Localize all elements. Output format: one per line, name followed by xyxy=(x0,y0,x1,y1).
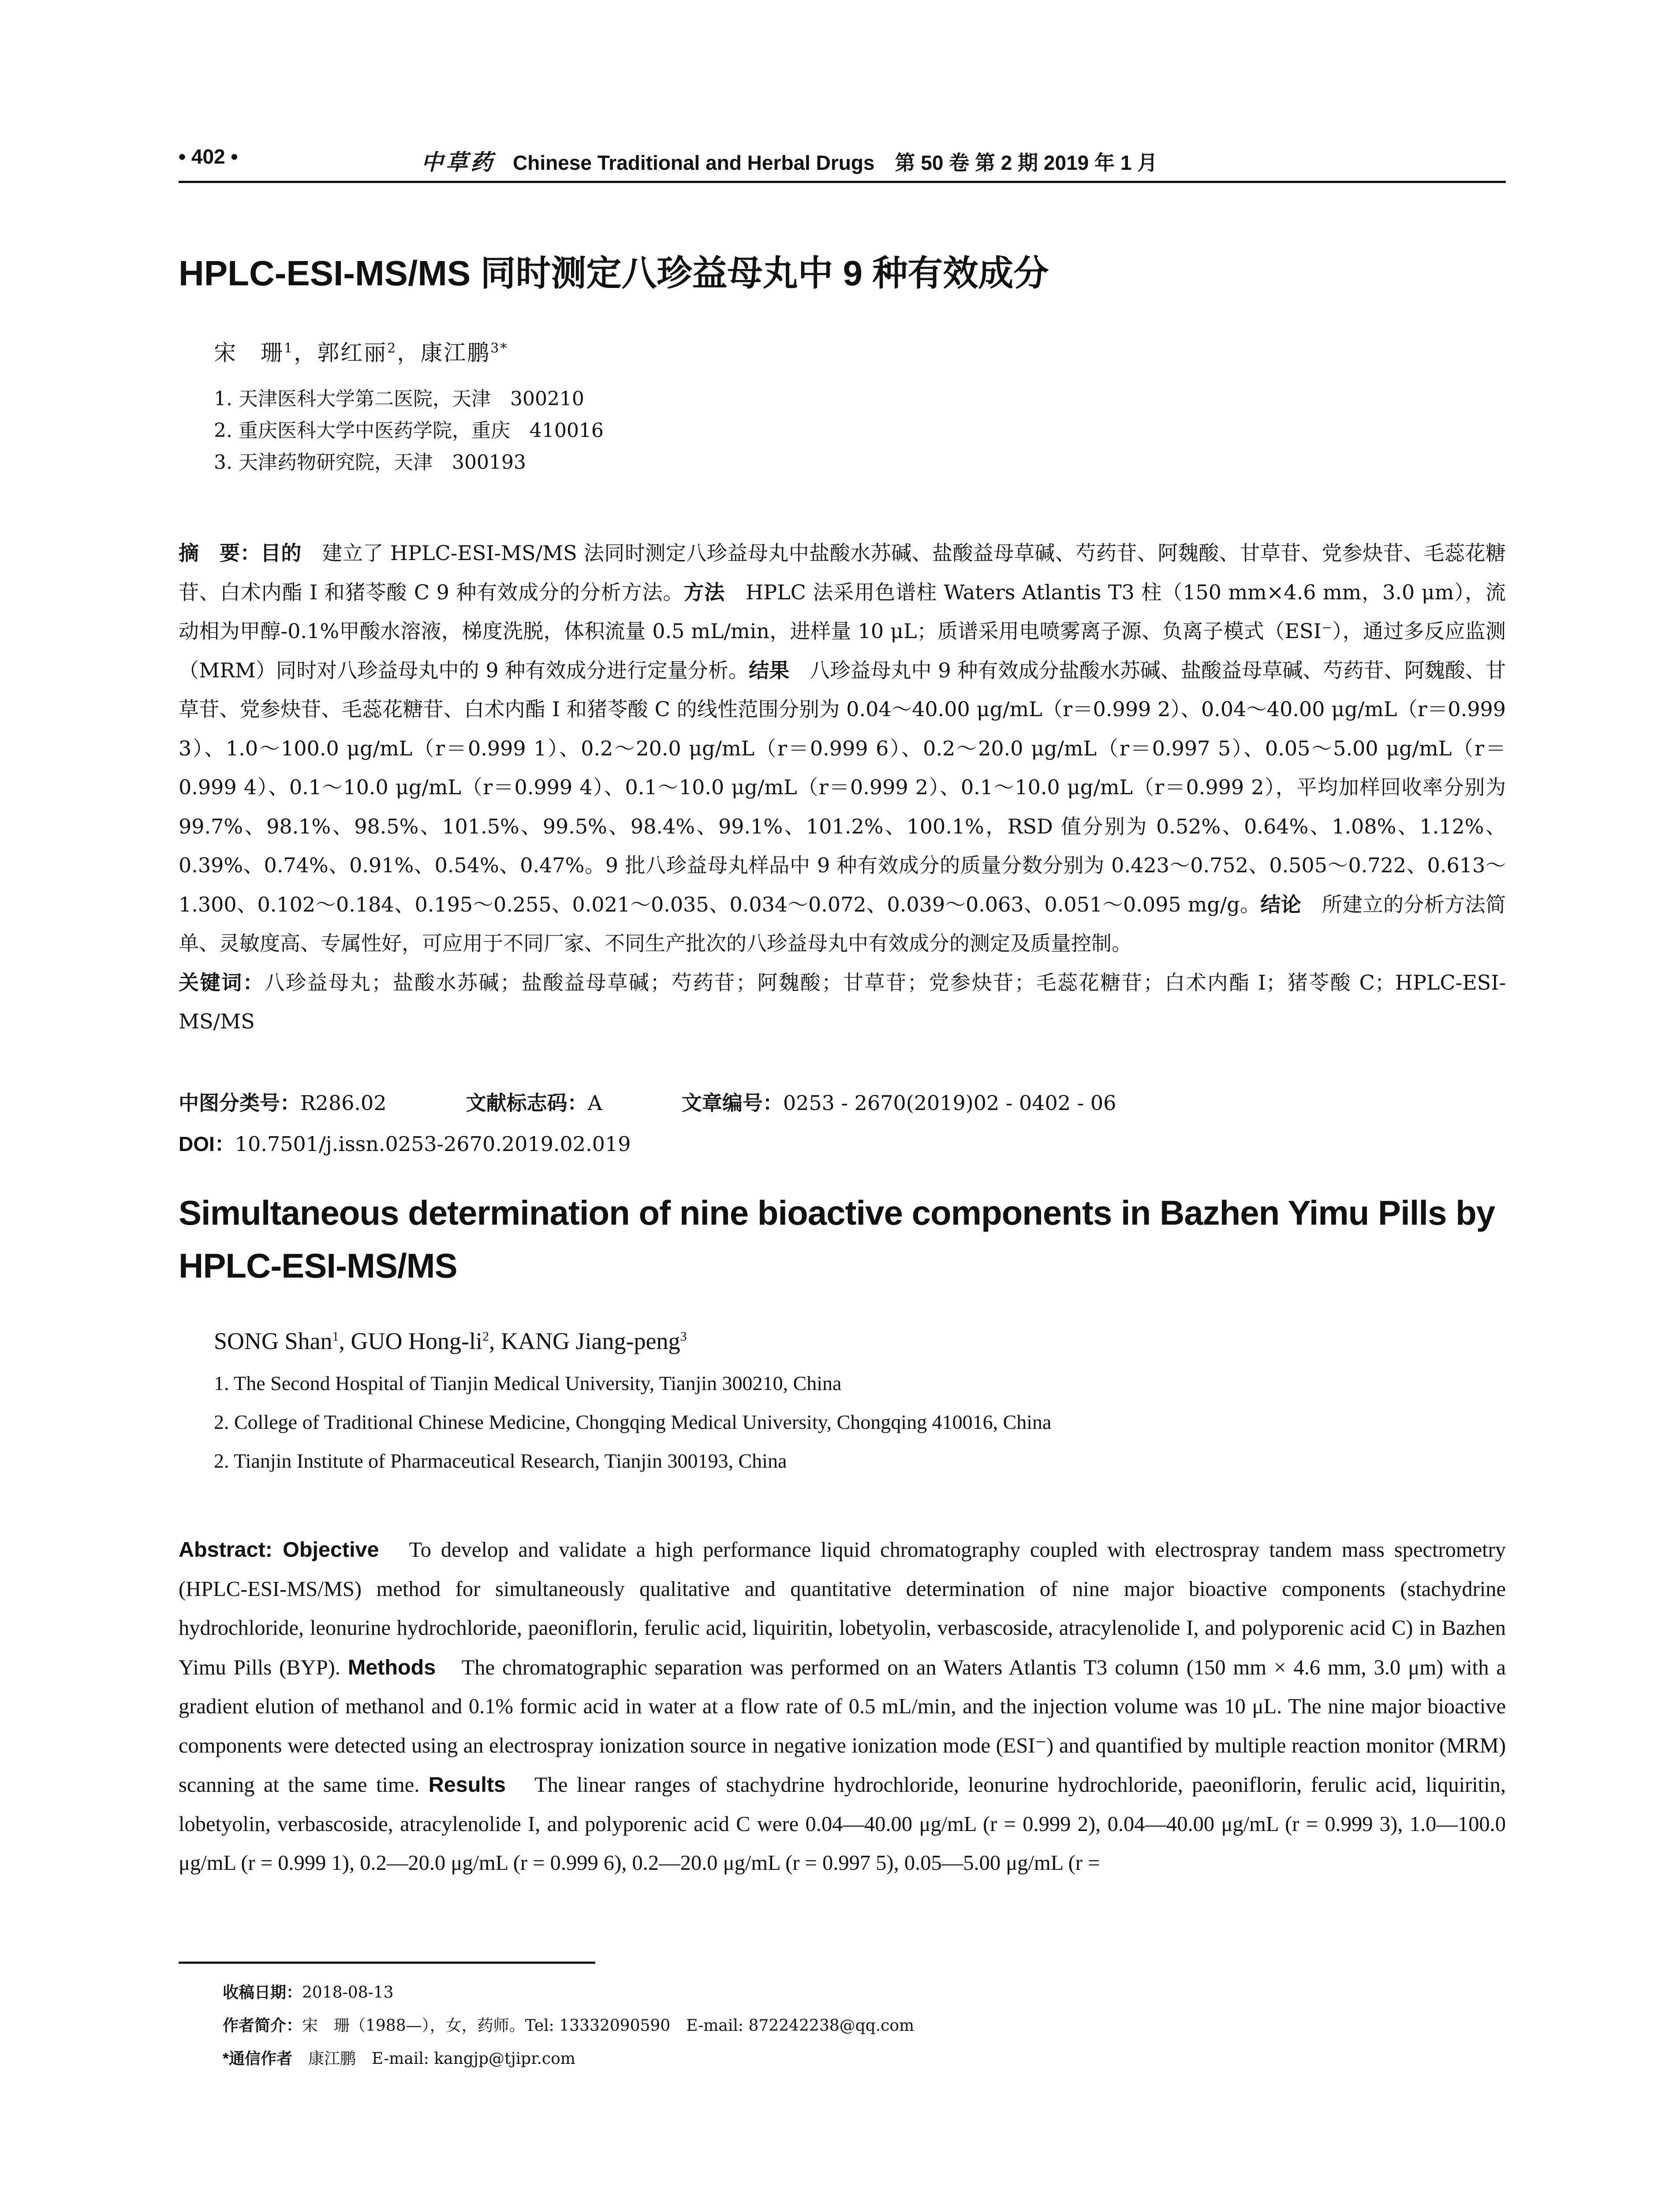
received-value: 2018-08-13 xyxy=(302,1984,394,2002)
affiliation-en-3: 2. Tianjin Institute of Pharmaceutical Research, Tianjin 300193, China xyxy=(214,1450,787,1472)
clc-label: 中图分类号： xyxy=(179,1091,300,1114)
objective-text: To develop and validate a high performance liquid chromatography coupled with electrospray tandem mass spectrometry (HPLC-ESI-MS/MS) method for simultaneously qualitative and quantitative determination of nine major bioactive components (stachydrine hydrochloride, leonurine hydrochloride, paeoniflorin, ferulic acid, liquiritin, lobetyolin, verbascoside, atracylenolide I, and polyporenic acid C) in Bazhen Yimu Pills (BYP). xyxy=(179,1538,1506,1679)
abstract-chinese xyxy=(179,534,1506,1041)
affiliation-en-1: 1. The Second Hospital of Tianjin Medical University, Tianjin 300210, China xyxy=(214,1372,842,1394)
author-affil-mark: 2 xyxy=(482,1329,489,1344)
keywords-text: 八珍益母丸；盐酸水苏碱；盐酸益母草碱；芍药苷；阿魏酸；甘草苷；党参炔苷；毛蕊花糖苷；白术内酯 I；猪苓酸 C；HPLC-ESI-MS/MS xyxy=(179,970,1506,1033)
results-text: 八珍益母丸中 9 种有效成分盐酸水苏碱、盐酸益母草碱、芍药苷、阿魏酸、甘草苷、党参炔苷、毛蕊花糖苷、白术内酯 I 和猪苓酸 C 的线性范围分别为 0.04～40.00 μg/mL（r＝0.999 2）、0.04～40.00 μg/mL（r＝0.999 3）、1.0～100.0 μg/mL（r＝0.999 1）、0.2～20.0 μg/mL（r＝0.999 6）、0.2～20.0 μg/mL（r＝0.997 5）、0.05～5.00 μg/mL（r＝0.999 4）、0.1～10.0 μg/mL（r＝0.999 4）、0.1～10.0 μg/mL（r＝0.999 2）、0.1～10.0 μg/mL（r＝0.999 2），平均加样回收率分别为 99.7%、98.1%、98.5%、101.5%、99.5%、98.4%、99.1%、101.2%、100.1%，RSD 值分别为 0.52%、0.64%、1.08%、1.12%、0.39%、0.74%、0.91%、0.54%、0.47%。9 批八珍益母丸样品中 9 种有效成分的质量分数分别为 0.423～0.752、0.505～0.722、0.613～1.300、0.102～0.184、0.195～0.255、0.021～0.035、0.034～0.072、0.039～0.063、0.051～0.095 mg/g。 xyxy=(179,658,1506,916)
results-text: The linear ranges of stachydrine hydrochloride, leonurine hydrochloride, paeoniflorin, ferulic acid, liquiritin, lobetyolin, verbascoside, atracylenolide I, and polyporenic acid C were 0.04—40.00 μg/mL (r = 0.999 2), 0.04—40.00 μg/mL (r = 0.999 3), 1.0—100.0 μg/mL (r = 0.999 1), 0.2—20.0 μg/mL (r = 0.999 6), 0.2—20.0 μg/mL (r = 0.997 5), 0.05—5.00 μg/mL (r = xyxy=(179,1773,1506,1875)
author-name: SONG Shan xyxy=(214,1328,332,1354)
affiliation-cn-3: 3. 天津药物研究院，天津 300193 xyxy=(214,451,526,474)
corr-value: 康江鹏 E-mail: kangjp@tjipr.com xyxy=(292,2050,575,2068)
footnote-received xyxy=(223,1980,394,2003)
author-affil-mark: 2 xyxy=(387,340,397,356)
doc-code-label: 文献标志码： xyxy=(466,1091,588,1114)
article-no-label: 文章编号： xyxy=(681,1091,783,1114)
received-label: 收稿日期： xyxy=(223,1983,302,2001)
methods-text: The chromatographic separation was performed on an Waters Atlantis T3 column (150 mm × 4.6 mm, 3.0 μm) with a gradient elution of methanol and 0.1% formic acid in water at a flow rate of 0.5 mL/min, and the injection volume was 10 μL. The nine major bioactive components were detected using an electrospray ionization source in negative ionization mode (ESI⁻) and quantified by multiple reaction monitor (MRM) scanning at the same time. xyxy=(179,1656,1506,1797)
title-chinese: HPLC-ESI-MS/MS 同时测定八珍益母丸中 9 种有效成分 xyxy=(179,254,1049,293)
bio-label: 作者简介： xyxy=(223,2016,302,2034)
authors-english: SONG Shan$^1$, GUO Hong-$li^2$, KANG Jiang-peng$^3$ xyxy=(214,1328,687,1354)
page-number: • 402 • xyxy=(179,145,238,168)
affiliation-cn-1: 1. 天津医科大学第二医院，天津 300210 xyxy=(214,388,584,410)
doi-value: 10.7501/j.issn.0253-2670.2019.02.019 xyxy=(235,1132,631,1156)
doc-code-value: A xyxy=(587,1091,602,1115)
footnote-rule xyxy=(179,1962,595,1964)
author-affil-mark: 3 xyxy=(680,1329,687,1344)
objective-text: 建立了 HPLC-ESI-MS/MS 法同时测定八珍益母丸中盐酸水苏碱、盐酸益母草碱、芍药苷、阿魏酸、甘草苷、党参炔苷、毛蕊花糖苷、白术内酯 I 和猪苓酸 C 9 种有效成分的分析方法。 xyxy=(179,541,1506,604)
results-label: Results xyxy=(428,1773,506,1797)
conclusion-label: 结论 xyxy=(1260,893,1302,916)
author-affil-mark: 3* xyxy=(490,340,508,356)
methods-label: Methods xyxy=(347,1655,436,1679)
journal-title xyxy=(421,145,1157,176)
author-name: KANG Jiang-peng xyxy=(501,1328,680,1354)
keywords-label: 关键词： xyxy=(179,971,265,994)
bio-value: 宋 珊（1988—），女，药师。Tel: 13332090590 E-mail: 872242238@qq.com xyxy=(302,2017,915,2035)
abstract-label: Abstract: xyxy=(179,1538,283,1562)
doi-label: DOI： xyxy=(179,1132,235,1155)
author-name: GUO Hong-li xyxy=(351,1328,483,1354)
author-affil-mark: 1 xyxy=(284,340,294,356)
abstract-label: 摘 要： xyxy=(179,542,261,564)
paper-page xyxy=(179,0,1506,2205)
clc-value: R286.02 xyxy=(300,1091,387,1115)
abstract-english xyxy=(179,1530,1506,1883)
author-name: 康江鹏 xyxy=(420,340,491,366)
author-affil-mark: 1 xyxy=(332,1329,339,1344)
objective-label: Objective xyxy=(283,1538,379,1562)
conclusion-text: 所建立的分析方法简单、灵敏度高、专属性好，可应用于不同厂家、不同生产批次的八珍益母丸中有效成分的测定及质量控制。 xyxy=(179,892,1506,955)
journal-logo: 中草药 xyxy=(421,149,495,175)
author-name: 郭红丽 xyxy=(317,340,388,366)
authors-chinese: 宋 珊$^1$，郭红丽$^2$，康江鹏$^{3*}$ xyxy=(214,340,508,366)
footnote-corresponding xyxy=(223,2046,575,2069)
doi-line xyxy=(179,1128,631,1157)
results-label: 结果 xyxy=(749,658,790,682)
corr-label: *通信作者 xyxy=(223,2049,293,2067)
methods-text: HPLC 法采用色谱柱 Waters Atlantis T3 柱（150 mm×4.6 mm，3.0 μm），流动相为甲醇-0.1%甲酸水溶液，梯度洗脱，体积流量 0.5 mL/min，进样量 10 μL；质谱采用电喷雾离子源、负离子模式（ESI⁻），通过多反应监测（MRM）同时对八珍益母丸中的 9 种有效成分进行定量分析。 xyxy=(179,580,1506,682)
methods-label: 方法 xyxy=(683,580,725,604)
author-name: 宋 珊 xyxy=(214,340,284,366)
classification-line xyxy=(179,1087,1116,1116)
running-header xyxy=(179,141,1506,183)
affiliation-cn-2: 2. 重庆医科大学中医药学院，重庆 410016 xyxy=(214,419,604,442)
affiliation-en-2: 2. College of Traditional Chinese Medicine, Chongqing Medical University, Chongqing 410016, China xyxy=(214,1411,1052,1433)
title-english: Simultaneous determination of nine bioactive components in Bazhen Yimu Pills by HPLC-ESI-MS/MS xyxy=(179,1193,1495,1285)
footnote-author-bio xyxy=(223,2013,914,2036)
article-no-value: 0253 - 2670(2019)02 - 0402 - 06 xyxy=(783,1091,1116,1115)
objective-label: 目的 xyxy=(260,542,302,564)
journal-issue-line: Chinese Traditional and Herbal Drugs 第 50 卷 第 2 期 2019 年 1 月 xyxy=(513,151,1158,174)
